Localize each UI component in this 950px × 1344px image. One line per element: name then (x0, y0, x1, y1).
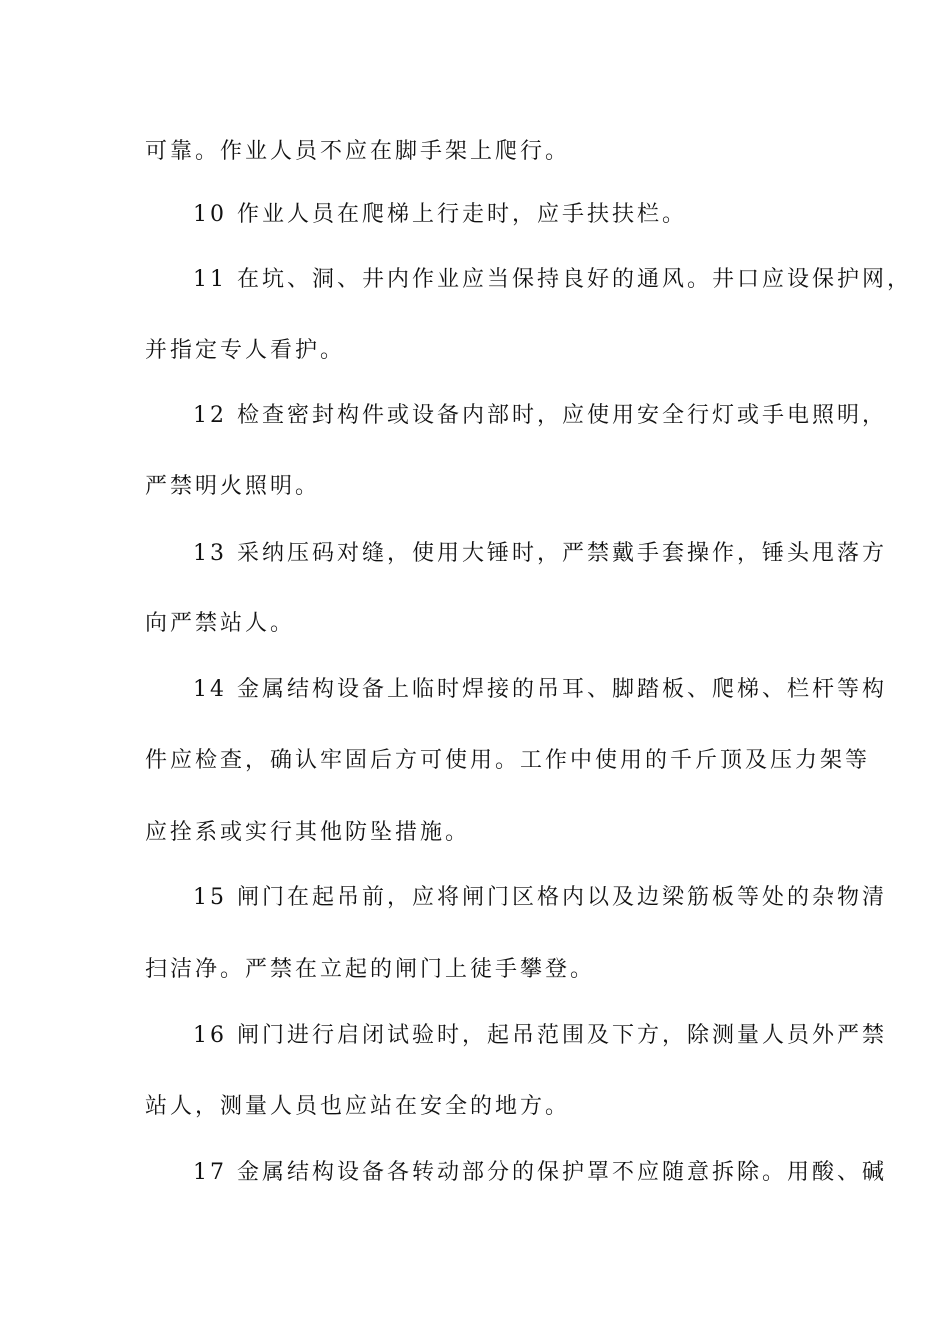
text-line: 17 金属结构设备各转动部分的保护罩不应随意拆除。用酸、碱 (193, 1160, 887, 1185)
text-line: 严禁明火照明。 (145, 474, 321, 499)
text-line: 14 金属结构设备上临时焊接的吊耳、脚踏板、爬梯、栏杆等构 (193, 677, 887, 702)
text-line: 件应检查，确认牢固后方可使用。工作中使用的千斤顶及压力架等 (145, 748, 871, 773)
text-line: 16 闸门进行启闭试验时，起吊范围及下方，除测量人员外严禁 (193, 1023, 887, 1048)
text-line: 应拴系或实行其他防坠措施。 (145, 820, 471, 845)
text-line: 站人，测量人员也应站在安全的地方。 (145, 1094, 571, 1119)
text-line: 扫洁净。严禁在立起的闸门上徒手攀登。 (145, 957, 596, 982)
text-line: 12 检查密封构件或设备内部时，应使用安全行灯或手电照明， (193, 403, 887, 428)
text-line: 可靠。作业人员不应在脚手架上爬行。 (145, 139, 571, 164)
text-line: 15 闸门在起吊前，应将闸门区格内以及边梁筋板等处的杂物清 (193, 885, 887, 910)
text-line: 10 作业人员在爬梯上行走时，应手扶扶栏。 (193, 202, 687, 227)
text-line: 向严禁站人。 (145, 611, 296, 636)
text-line: 并指定专人看护。 (145, 338, 346, 363)
text-line: 11 在坑、洞、井内作业应当保持良好的通风。井口应设保护网， (193, 267, 912, 292)
text-line: 13 采纳压码对缝，使用大锤时，严禁戴手套操作，锤头甩落方 (193, 541, 887, 566)
